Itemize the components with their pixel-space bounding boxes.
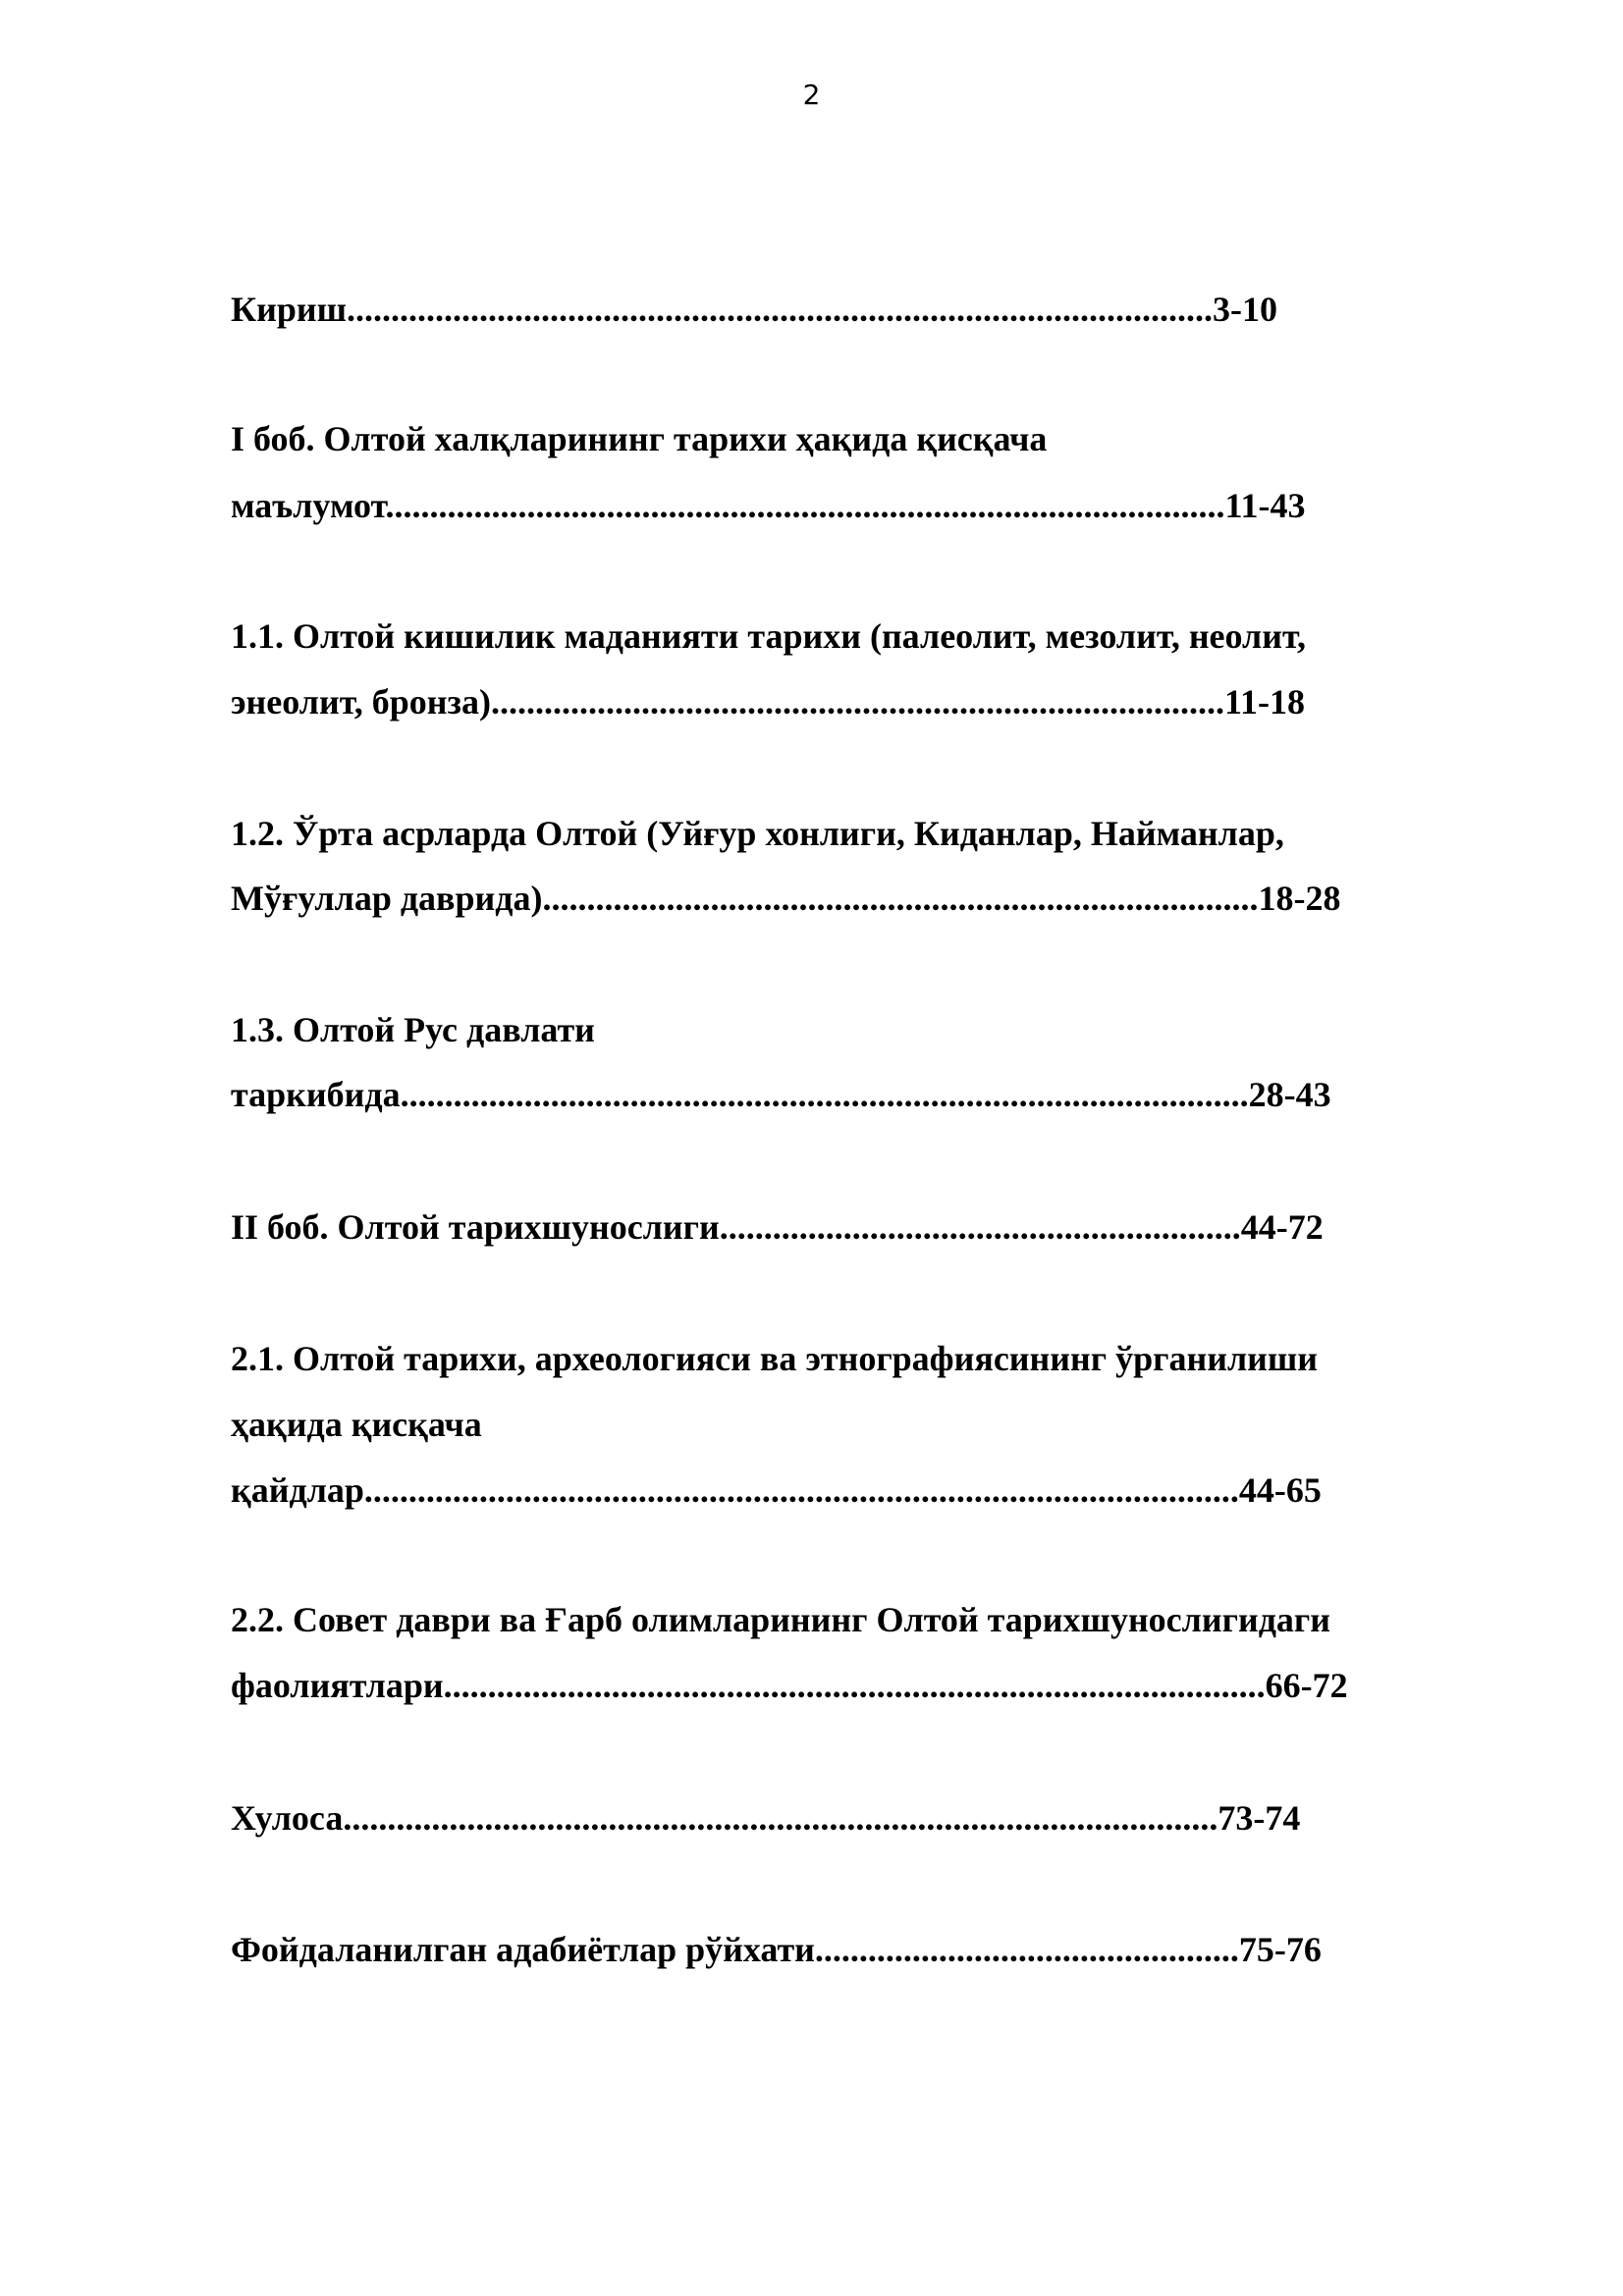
toc-entry-title: 1.3. Олтой Рус давлати — [231, 1010, 595, 1049]
toc-entry-title: 2.2. Совет даври ва Ғарб олимларининг Олтой тарихшунослигидаги — [231, 1600, 1330, 1639]
toc-leader-dots: ................................................................................... — [490, 682, 1224, 721]
toc-entry-pages: 11-43 — [1224, 486, 1306, 525]
toc-entry-chapter-1[interactable] — [231, 488, 1306, 523]
toc-entry-chapter-2[interactable] — [231, 1209, 1324, 1245]
toc-leader-dots: ............................................................................................... — [385, 486, 1225, 525]
toc-entry-section-2-1[interactable] — [231, 1472, 1322, 1508]
toc-entry-title: 2.1. Олтой тарихи, археологияси ва этнографиясининг ўрганилиши — [231, 1339, 1319, 1378]
toc-leader-dots: ................................................ — [814, 1930, 1239, 1969]
toc-entry-title-continued: ҳақида қисқача — [231, 1405, 482, 1444]
toc-entry-pages: 18-28 — [1258, 879, 1341, 918]
toc-leader-dots: ............................................................................................. — [443, 1666, 1266, 1705]
toc-entry-label: фаолиятлари — [231, 1666, 444, 1705]
toc-leader-dots: ................................................................................................ — [400, 1075, 1249, 1114]
toc-entry-label: таркибида — [231, 1075, 401, 1114]
toc-leader-dots: .................................................................................................. — [347, 290, 1214, 329]
toc-leader-dots: ........................................................... — [719, 1207, 1241, 1247]
toc-entry-introduction[interactable] — [231, 292, 1277, 327]
toc-entry-pages: 44-65 — [1238, 1470, 1322, 1510]
toc-entry-label: Хулоса — [231, 1798, 344, 1838]
toc-entry-label: Мўғуллар даврида) — [231, 879, 543, 918]
toc-entry-pages: 44-72 — [1240, 1207, 1324, 1247]
toc-leader-dots: ................................................................................. — [542, 879, 1259, 918]
toc-entry-title: I боб. Олтой халқларининг тарихи ҳақида қисқача — [231, 419, 1048, 458]
toc-entry-section-2-2[interactable] — [231, 1668, 1348, 1703]
toc-leader-dots: ................................................................................................... — [363, 1470, 1239, 1510]
toc-entry-pages: 66-72 — [1265, 1666, 1348, 1705]
toc-entry-pages: 11-18 — [1223, 682, 1305, 721]
toc-entry-title: 1.2. Ўрта асрларда Олтой (Уйғур хонлиги, Киданлар, Найманлар, — [231, 814, 1284, 853]
toc-entry-label: Кириш — [231, 290, 348, 329]
toc-entry-title: 1.1. Олтой кишилик маданияти тарихи (палеолит, мезолит, неолит, — [231, 616, 1306, 656]
toc-entry-label: маълумот — [231, 486, 386, 525]
toc-entry-label: II боб. Олтой тарихшунослиги — [231, 1207, 720, 1247]
toc-entry-pages: 28-43 — [1248, 1075, 1331, 1114]
toc-leader-dots: ................................................................................................... — [343, 1798, 1218, 1838]
toc-entry-pages: 75-76 — [1238, 1930, 1322, 1969]
toc-entry-references[interactable] — [231, 1932, 1322, 1967]
toc-entry-label: Фойдаланилган адабиётлар рўйхати — [231, 1930, 815, 1969]
toc-entry-section-1-1[interactable] — [231, 684, 1305, 720]
toc-entry-conclusion[interactable] — [231, 1800, 1300, 1836]
toc-entry-pages: 73-74 — [1217, 1798, 1301, 1838]
toc-entry-pages: 3-10 — [1213, 290, 1278, 329]
toc-entry-label: қайдлар — [231, 1470, 364, 1510]
toc-entry-label: энеолит, бронза) — [231, 682, 491, 721]
toc-entry-section-1-3[interactable] — [231, 1077, 1331, 1112]
page-number: 2 — [802, 79, 821, 111]
toc-entry-section-1-2[interactable] — [231, 881, 1340, 916]
